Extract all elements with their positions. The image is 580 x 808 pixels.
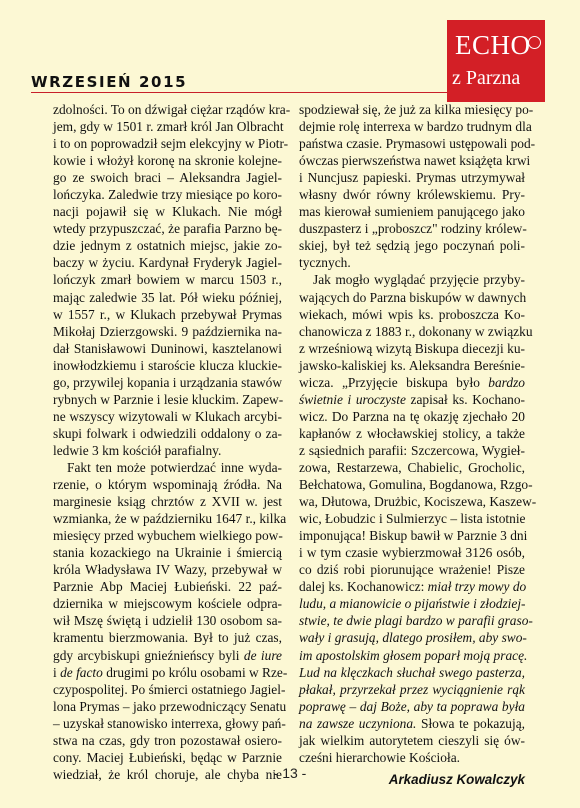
text-line — [53, 527, 282, 544]
text-line — [299, 732, 525, 749]
text-run: rybnych w Parznie i lesie kluckim. Zapew- — [53, 391, 284, 407]
text-line — [299, 425, 525, 442]
text-run: zdolności. To on dźwigał ciężar rządów kra- — [53, 102, 291, 117]
text-line — [299, 527, 528, 544]
author-signature: Arkadiusz Kowalczyk — [388, 771, 525, 787]
text-line — [299, 220, 525, 237]
text-line — [299, 306, 525, 323]
text-line — [299, 408, 525, 425]
text-run: duszpasterz i „proboszcz" rodziny królew- — [299, 221, 527, 237]
text-run: wa, Dłutowa, Drużbic, Kociszewa, Kaszew- — [299, 494, 537, 510]
text-line — [299, 101, 534, 118]
text-run: Bełchatowa, Gomulina, Bogdanowa, Rzgo- — [299, 477, 533, 493]
text-line — [53, 698, 287, 715]
right-column — [299, 101, 537, 788]
text-line — [53, 118, 282, 135]
text-line — [53, 664, 288, 681]
text-run: mas kierował sumieniem panującego jako — [299, 204, 525, 220]
text-run: z wrześniową wizytą Biskupa diecezji ku- — [299, 340, 525, 356]
text-run: kowie i włożył koronę na skronie kolejne- — [53, 153, 282, 169]
text-line — [299, 442, 525, 459]
text-line — [53, 237, 282, 254]
text-line — [53, 186, 282, 203]
text-run: stania kozackiego na Ukrainie i śmiercią — [53, 545, 282, 561]
text-run: inowłodzkiemu i staroście klucza kluckie- — [53, 357, 282, 373]
paragraph — [299, 271, 537, 765]
text-run: ówczas pierwszeństwa nawet książęta krwi — [299, 153, 531, 169]
text-line — [299, 612, 533, 629]
text-run: rzenie, o którym wspominają źródła. Na — [53, 477, 282, 493]
text-line — [299, 340, 525, 357]
italic-text: poprawę – daj Boże, aby ta poprawa była — [299, 698, 525, 714]
text-run: co dziś robi piorunujące wrażenie! Pisze — [299, 562, 525, 578]
text-run: i Nuncjusz papieski. Prymas utrzymywał — [299, 170, 525, 186]
text-run: dziernika w miejscowym kościele odpra- — [53, 596, 282, 612]
text-line — [299, 595, 525, 612]
text-run: ne wszyscy wizytowali w Klukach arcybi- — [53, 408, 282, 424]
text-line — [53, 220, 282, 237]
text-run: wic, Łobudzic i Sulmierzyc – lista istotnie — [299, 511, 526, 527]
left-column — [53, 101, 291, 783]
text-run: drugimi po królu osobami w Rze- — [102, 664, 288, 680]
paragraph — [53, 101, 291, 459]
text-run: tycznych. — [299, 255, 351, 271]
text-run: jak wielkim autorytetem cieszyli się ów- — [299, 732, 525, 748]
text-line — [53, 493, 282, 510]
text-run: dał Stanisławowi Duninowi, kasztelanowi — [53, 340, 282, 356]
italic-text: de iure — [243, 647, 282, 663]
text-run: Słowa te pokazują, — [416, 715, 525, 731]
text-line — [53, 101, 291, 118]
text-line — [299, 749, 525, 766]
text-run: ledwie 3 km kościół parafialny. — [53, 442, 222, 458]
text-run: go ze swoich braci – Aleksandra Jagiel- — [53, 170, 282, 186]
italic-text: płakał, przyrzekał przez wyciągnienie rąk — [299, 681, 525, 697]
italic-text: bardzo — [488, 374, 525, 390]
text-run: go, przywilej kopania i urządzania stawów — [53, 374, 283, 390]
text-line — [299, 203, 525, 220]
text-run: skiej, był też sędzią jego poczynań poli- — [299, 238, 525, 254]
text-line — [299, 135, 536, 152]
issue-date: WRZESIEŃ 2015 — [31, 73, 188, 91]
text-run: Jak mogło wyglądać przyjęcie przyby- — [313, 272, 525, 288]
text-line — [53, 544, 282, 561]
italic-text: ludu, a mianowicie o pijaństwie i złodziej- — [299, 596, 526, 612]
text-line — [53, 323, 282, 340]
text-run: lończyk zmarł bowiem w marcu 1503 r., — [53, 272, 282, 288]
text-line — [53, 425, 282, 442]
magazine-logo — [447, 20, 545, 102]
text-line — [53, 561, 282, 578]
logo-ring-icon — [528, 36, 541, 49]
italic-text: miał trzy mowy do — [427, 579, 527, 595]
text-line — [53, 374, 282, 391]
text-run: zowa, Restarzewa, Chabielic, Grocholic, — [299, 459, 525, 475]
text-run: kramentu bierzmowania. Był to już czas, — [53, 630, 282, 646]
text-line — [299, 118, 532, 135]
text-line — [53, 647, 282, 664]
text-line — [299, 715, 525, 732]
text-run: i w tym czasie wybierzmował 3126 osób, — [299, 545, 525, 561]
text-line — [53, 442, 282, 459]
text-run: dejmie rolę interrexa w bardzo trudnym dla — [299, 119, 532, 135]
italic-text: de facto — [60, 664, 103, 680]
text-line — [299, 493, 537, 510]
text-line — [53, 306, 282, 323]
text-line — [299, 578, 525, 595]
text-line — [53, 169, 282, 186]
text-line — [53, 459, 282, 476]
text-run: jem, gdy w 1501 r. zmarł król Jan Olbracht — [53, 119, 284, 135]
text-line — [53, 732, 282, 749]
text-run: i — [53, 664, 61, 680]
text-line — [299, 391, 525, 408]
text-run: kapłanów z włocławskiej stolicy, a także — [299, 425, 525, 441]
text-run: skupi folwark i odwiedzili oddalony o za- — [53, 425, 282, 441]
text-line — [299, 681, 525, 698]
text-line — [299, 647, 528, 664]
text-run: mając zaledwie 35 lat. Pół wieku później, — [53, 289, 282, 305]
text-run: państwa czasie. Prymasowi ustępowali pod- — [299, 136, 536, 152]
text-line — [299, 237, 525, 254]
page-number: - 13 - — [273, 765, 307, 781]
text-run: stwa na czas, gdy tron pozostawał osiero- — [53, 732, 282, 748]
text-run: wił Mszę świętą i udzielił 130 osobom sa- — [53, 613, 282, 629]
text-run: wzmianka, że w październiku 1647 r., kilka — [53, 511, 287, 527]
text-line — [53, 203, 282, 220]
text-run: wicza. „Przyjęcie biskupa było — [299, 374, 489, 390]
text-line — [299, 289, 525, 306]
text-run: nacji pojawił się w Klukach. Nie mógł — [53, 204, 282, 220]
text-line — [299, 510, 525, 527]
text-line — [53, 629, 282, 646]
text-run: wicz. Do Parzna na tę okazję zjechało 20 — [299, 408, 525, 424]
text-line — [53, 595, 282, 612]
text-run: miesięcy przed wybuchem wielkiego pow- — [53, 528, 283, 544]
text-line — [299, 476, 533, 493]
text-run: dzie jednym z ostatnich miejsc, jakie zo- — [53, 238, 282, 254]
text-run: gdy arcybiskupi gnieźnieńscy byli — [53, 647, 244, 663]
text-line — [299, 374, 525, 391]
text-line — [299, 152, 531, 169]
logo-subtitle: z Parzna — [452, 67, 521, 89]
text-line — [299, 629, 525, 646]
text-run: imponująca! Biskup bawił w Parznie 3 dni — [299, 528, 528, 544]
text-run: własny dwór równy królewskiemu. Pry- — [299, 187, 525, 203]
text-run: Fakt ten może potwierdzać inne wyda- — [67, 459, 282, 475]
text-line — [53, 152, 282, 169]
paragraph — [53, 459, 288, 783]
text-run: marginesie ksiąg chrztów z XVII w. jest — [53, 494, 282, 510]
text-run: z sąsiednich parafii: Szczercowa, Wygieł- — [299, 442, 525, 458]
text-line — [53, 408, 282, 425]
text-run: wających do Parzna biskupów w dawnych — [299, 289, 527, 305]
text-line — [53, 289, 282, 306]
text-run: króla Władysława IV Wazy, przebywał w — [53, 562, 282, 578]
text-line — [53, 715, 286, 732]
italic-text: stwie, te dwie plagi bardzo w parafii graso- — [299, 613, 533, 629]
text-line — [299, 254, 525, 271]
text-line — [299, 698, 525, 715]
logo-title: ECHO — [455, 30, 531, 60]
italic-text: Lud na klęczkach słuchał swego pasterza, — [299, 664, 525, 680]
text-run: Parznie Abp Maciej Łubieński. 22 paź- — [53, 579, 282, 595]
paragraph — [299, 101, 536, 271]
text-run: wiekach, mówi wpis ks. proboszcza Ko- — [299, 306, 525, 322]
italic-text: wały i grasują, dlatego prosiłem, aby swo- — [299, 630, 527, 646]
text-run: chanowicza z 1883 r., dokonany w związku — [299, 323, 533, 339]
text-line — [299, 271, 525, 288]
text-run: i to on poprowadził sejm elekcyjny w Piotr- — [53, 136, 289, 152]
text-run: – uzyskał stanowisko interrexa, głowy pań- — [53, 715, 286, 731]
text-line — [53, 254, 282, 271]
text-line — [299, 459, 525, 476]
text-line — [53, 271, 282, 288]
text-run: jawsko-kaliskiej ks. Aleksandra Bereśnie- — [299, 357, 525, 373]
text-run: dalej ks. Kochanowicz: — [299, 579, 428, 595]
italic-text: im apostolskim głosem poparł moją pracę. — [299, 647, 528, 663]
text-line — [299, 357, 525, 374]
text-line — [53, 681, 286, 698]
text-line — [299, 169, 525, 186]
text-line — [299, 664, 525, 681]
text-run: Mikołaj Dzierzgowski. 9 października na- — [53, 323, 282, 339]
text-run: czypospolitej. Po śmierci ostatniego Jagiel- — [53, 681, 286, 697]
text-run: cześni hierarchowie Kościoła. — [299, 749, 460, 765]
text-run: zapisał ks. Kochano- — [405, 391, 525, 407]
text-line — [53, 578, 282, 595]
text-run: cony. Maciej Łubieński, będąc w Parznie — [53, 749, 282, 765]
text-line — [53, 749, 282, 766]
text-line — [299, 544, 525, 561]
text-run: wiedział, że król choruje, ale chyba nie — [53, 766, 282, 782]
italic-text: na zawsze uczyniona. — [299, 715, 417, 731]
text-line — [299, 186, 525, 203]
text-line — [53, 357, 282, 374]
text-line — [53, 612, 282, 629]
text-run: w 1557 r., w Klukach przebywał Prymas — [53, 306, 282, 322]
text-run: lończyka. Zaledwie trzy miesiące po koro- — [53, 187, 282, 203]
italic-text: świetnie i uroczyste — [299, 391, 406, 407]
text-run: baczy w życiu. Kardynał Fryderyk Jagiel- — [53, 255, 282, 271]
text-run: spodziewał się, że już za kilka miesięcy po- — [299, 102, 534, 117]
text-line — [53, 391, 282, 408]
text-line — [53, 135, 289, 152]
text-line — [299, 561, 525, 578]
text-line — [299, 323, 533, 340]
text-run: lona Prymas – jako przewodniczący Senatu — [53, 698, 287, 714]
text-line — [53, 340, 282, 357]
header-rule — [31, 92, 447, 93]
text-line — [53, 510, 287, 527]
text-line — [53, 476, 282, 493]
text-run: wtedy przypuszczać, że parafia Parzno bę- — [53, 221, 282, 237]
